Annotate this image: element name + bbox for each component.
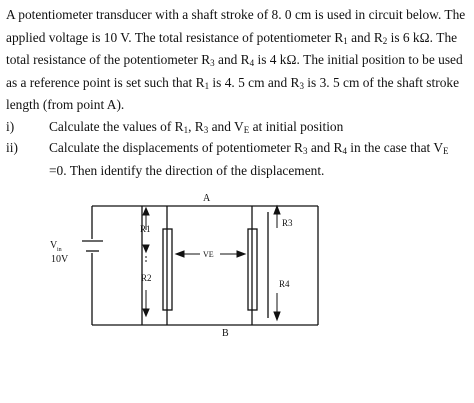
text-run: A potentiometer transducer with a shaft stroke of 8. 0 cm is used in circuit below. The — [6, 7, 466, 22]
arrow-up-icon — [274, 206, 280, 214]
text-run: length (from point A). — [6, 97, 125, 112]
source-label: V — [50, 240, 58, 251]
subscript: 3 — [203, 125, 209, 135]
text-run: is 4. 5 cm and R — [209, 74, 300, 90]
text-run: at initial position — [249, 119, 344, 134]
text-run: applied voltage is 10 V. The total resistance of potentiometer R — [6, 29, 344, 45]
text-run: total resistance of the potentiometer R — [6, 52, 211, 67]
subscript: 4 — [342, 146, 347, 156]
subscript: 2 — [382, 35, 388, 46]
r4-label: R4 — [279, 279, 290, 289]
subscript: E — [243, 125, 250, 135]
question-number: ii) — [6, 140, 18, 155]
text-run: is 4 kΩ. The initial position to be used — [254, 52, 463, 67]
subscript: E — [443, 146, 449, 156]
arrow-down-icon — [143, 309, 149, 316]
text-run: in the case that V — [346, 140, 444, 155]
subscript: 1 — [343, 35, 348, 46]
text-run: as a reference point is set such that R — [6, 74, 205, 90]
text-run: is 3. 5 cm of the shaft stroke — [303, 74, 460, 90]
text-run: and R — [307, 140, 343, 155]
arrow-right-icon — [237, 251, 245, 257]
text-run: Calculate the values of R — [49, 119, 184, 134]
arrow-down-icon — [274, 312, 280, 320]
arrow-left-icon — [176, 251, 184, 257]
subscript: 4 — [249, 58, 255, 68]
subscript: 3 — [210, 58, 215, 68]
source-subscript: in — [57, 247, 62, 253]
question-number: i) — [6, 119, 15, 134]
source-value: 10V — [51, 254, 69, 265]
subscript: 3 — [299, 80, 304, 91]
arrow-up-icon — [143, 208, 149, 215]
node-a-label: A — [203, 193, 211, 204]
text-run: Calculate the displacements of potentiometer R — [49, 140, 303, 155]
subscript: 3 — [302, 146, 308, 156]
text-run: and R — [214, 52, 250, 67]
r2-label: R2 — [141, 273, 152, 283]
arrow-down-icon — [143, 245, 149, 252]
text-run: is 6 kΩ. The — [387, 29, 458, 45]
subscript: 1 — [204, 80, 210, 91]
text-run: and R — [347, 29, 383, 45]
text-run: and V — [208, 119, 244, 134]
r3-label: R3 — [282, 218, 293, 228]
subscript: 1 — [183, 125, 189, 135]
text-run: , R — [188, 119, 204, 134]
text-run: =0. Then identify the direction of the displacement. — [49, 162, 325, 178]
r1-label: R1 — [140, 224, 151, 234]
node-b-label: B — [222, 328, 229, 339]
ve-label: VE — [203, 250, 214, 259]
